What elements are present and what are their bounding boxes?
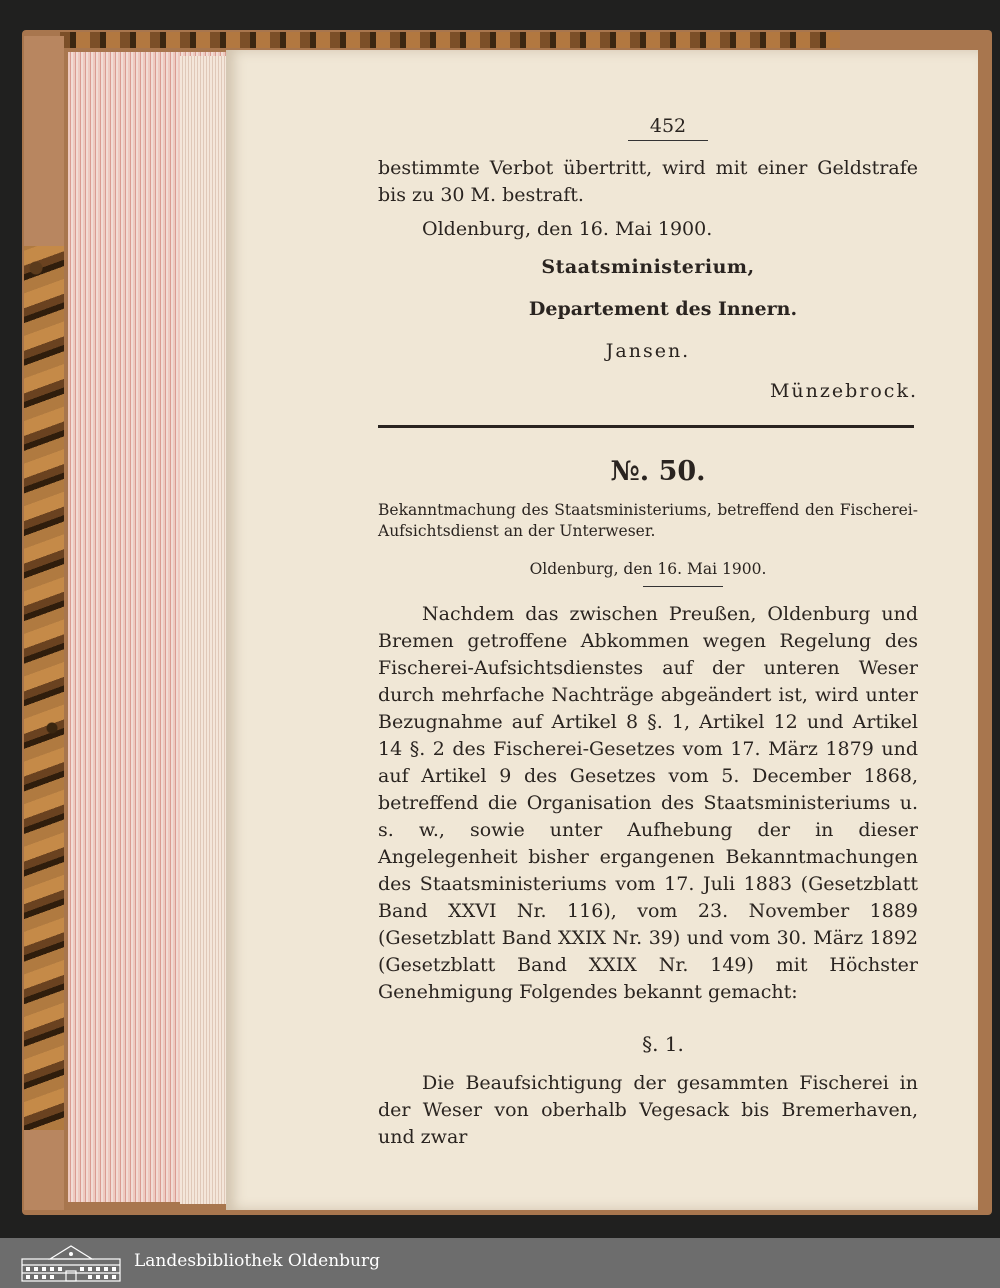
document-number: №. 50.: [610, 456, 706, 487]
date-line: Oldenburg, den 16. Mai 1900.: [422, 218, 713, 240]
cover-leather-corner-bottom: [24, 1130, 64, 1210]
signature-jansen: Jansen.: [605, 340, 691, 362]
title-rule: [643, 586, 723, 587]
library-name[interactable]: Landesbibliothek Oldenburg: [134, 1251, 381, 1271]
section-text: Die Beaufsichtigung der gesammten Fischerei in der Weser von oberhalb Vegesack bis Bremerhaven, und zwar: [378, 1071, 918, 1148]
signature-muenzebrock: Münzebrock.: [769, 380, 918, 402]
page-number: 452: [649, 115, 687, 137]
document-title: Bekanntmachung des Staatsministeriums, betreffend den Fischerei-Aufsichtsdienst an der Unterweser.: [378, 501, 918, 540]
page-number-rule: [628, 140, 708, 141]
authority-department: Departement des Innern.: [528, 298, 798, 320]
section-heading: §. 1.: [642, 1031, 684, 1056]
continuation-text: bestimmte Verbot übertritt, wird mit einer Geldstrafe bis zu 30 M. bestraft.: [378, 157, 918, 206]
page-content: [378, 112, 918, 1151]
cover-marble-top: [60, 32, 840, 48]
document-date: Oldenburg, den 16. Mai 1900.: [529, 559, 767, 578]
cover-leather-corner-top: [24, 36, 64, 246]
body-paragraph: Nachdem das zwischen Preußen, Oldenburg und Bremen getroffene Abkommen wegen Regelung des Fischerei-Aufsichtsdienstes auf der unteren Weser durch mehrfache Nachträge abgeändert ist, wird unter Bezugnahme auf Artikel 8 §. 1, Artikel 12 und Artikel 14 §. 2 des Fischerei-Gesetzes vom 17. März 1879 und auf Artikel 9 des Gesetzes vom 5. December 1868, betreffend die Organisation des Staatsministeriums u. s. w., sowie unter Aufhebung der in dieser Angelegenheit bisher ergangenen Bekanntmachungen des Staatsministeriums vom 17. Juli 1883 (Gesetzblatt Band XXVI Nr. 116), vom 23. November 1889 (Gesetzblatt Band XXIX Nr. 39) und vom 30. März 1892 (Gesetzblatt Band XXIX Nr. 149) mit Höchster Genehmigung Folgendes bekannt gemacht:: [378, 602, 918, 1003]
library-building-icon: [20, 1243, 122, 1283]
section-divider: [378, 425, 914, 428]
book-page: [226, 50, 978, 1210]
footer-bar: [0, 1238, 1000, 1288]
authority-ministry: Staatsministerium,: [541, 256, 755, 278]
page-edges-inner: [180, 56, 226, 1204]
